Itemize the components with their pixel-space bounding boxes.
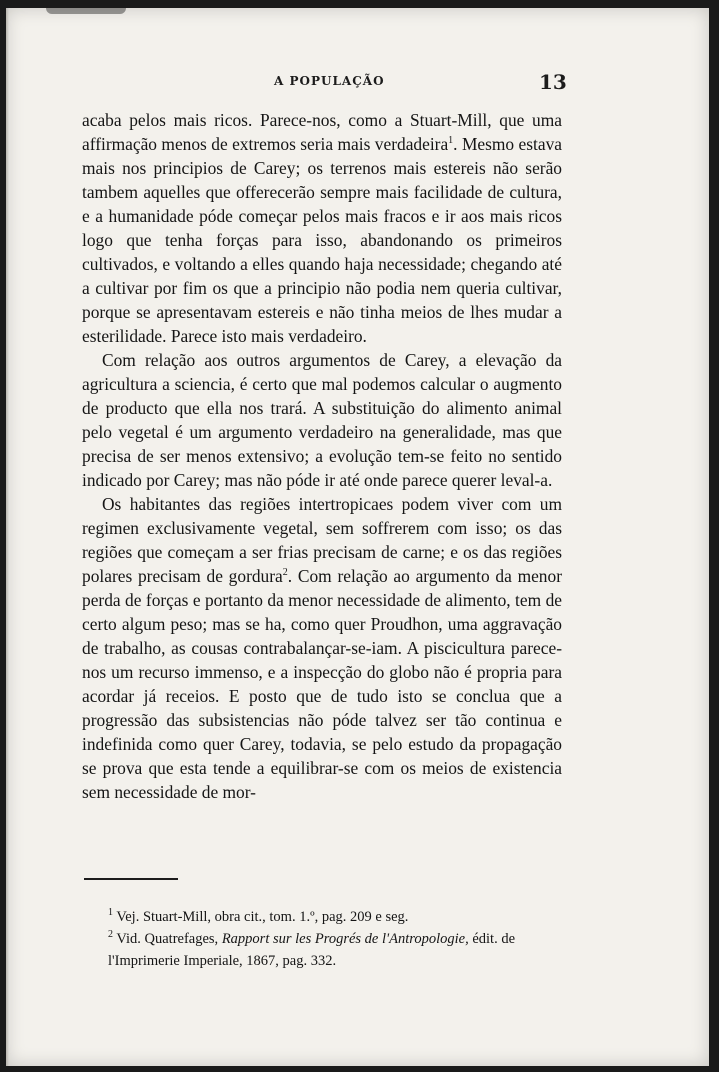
footnote-2-pre: Vid. Quatrefages, bbox=[116, 931, 222, 947]
footnote-ref-1: 1 bbox=[448, 135, 454, 147]
page-number: 13 bbox=[539, 70, 567, 94]
page-edge-shadow bbox=[6, 8, 9, 1066]
running-title: A POPULAÇÃO bbox=[274, 74, 385, 88]
footnote-2-post: édit. de l'Imprimerie Imperiale, 1867, pag. 332. bbox=[108, 931, 516, 969]
footnote-2-number: 2 bbox=[108, 929, 113, 941]
paragraph-1-text: acaba pelos mais ricos. Parece-nos, como a Stuart-Mill, que uma affirmação menos de extremos seria mais verdadeira bbox=[82, 110, 562, 154]
paragraph-2: Com relação aos outros argumentos de Carey, a elevação da agricultura a sciencia, é certo que mal podemos calcular o augmento de producto que ella nos trará. A substituição do alimento animal pelo vegetal é um argumento verdadeiro na generalidade, mas que precisa de ser menos extensivo; a evolução tem-se feito no sentido indicado por Carey; mas não póde ir até onde parece querer leval-a. bbox=[82, 350, 562, 490]
footnote-2 bbox=[84, 928, 568, 972]
paragraph-3-continued: . Com relação ao argumento da menor perda de forças e portanto da menor necessidade de alimento, tem de certo algum peso; mas se ha, como quer Proudhon, uma aggravação de trabalho, as cousas contrabalançar-se-iam. A piscicultura parece-nos um recurso immenso, e a inspecção do globo não é propria para acordar já receios. E posto que de tudo isto se conclua que a progressão das subsistencias não póde talvez ser tão continua e indefinida como quer Carey, todavia, se pelo estudo da propagação se prova que esta tende a equilibrar-se com os meios de existencia sem necessidade de mor- bbox=[82, 566, 562, 802]
footnotes bbox=[84, 906, 568, 972]
paragraph-1 bbox=[82, 108, 562, 348]
scan-smudge bbox=[46, 8, 126, 14]
footnote-1-number: 1 bbox=[108, 907, 113, 919]
footnote-ref-2: 2 bbox=[282, 567, 288, 579]
footnote-2-title: Rapport sur les Progrés de l'Antropologie, bbox=[221, 931, 469, 947]
paragraph-3-text: Os habitantes das regiões intertropicaes podem viver com um regimen exclusivamente vegetal, sem soffrerem com isso; os das regiões que começam a ser frias precisam de carne; e os das regiões polares precisam de gordura bbox=[82, 494, 562, 586]
footnote-divider bbox=[84, 878, 178, 880]
book-page bbox=[6, 8, 709, 1066]
paragraph-3 bbox=[82, 492, 562, 804]
footnote-1 bbox=[84, 906, 568, 928]
paragraph-1-continued: . Mesmo estava mais nos principios de Carey; os terrenos mais estereis não serão tambem aquelles que offerecerão sempre mais facilidade de cultura, e a humanidade póde começar pelos mais fracos e ir aos mais ricos logo que tenha forças para isso, abandonando os primeiros cultivados, e voltando a elles quando haja necessidade; chegando até a cultivar por fim os que a principio não podia nem queria cultivar, porque se apresentavam estereis e não tinha meios de lhes mudar a esterilidade. Parece isto mais verdadeiro. bbox=[82, 134, 562, 346]
body-text bbox=[82, 108, 562, 804]
footnote-1-text: Vej. Stuart-Mill, obra cit., tom. 1.º, pag. 209 e seg. bbox=[116, 909, 409, 925]
